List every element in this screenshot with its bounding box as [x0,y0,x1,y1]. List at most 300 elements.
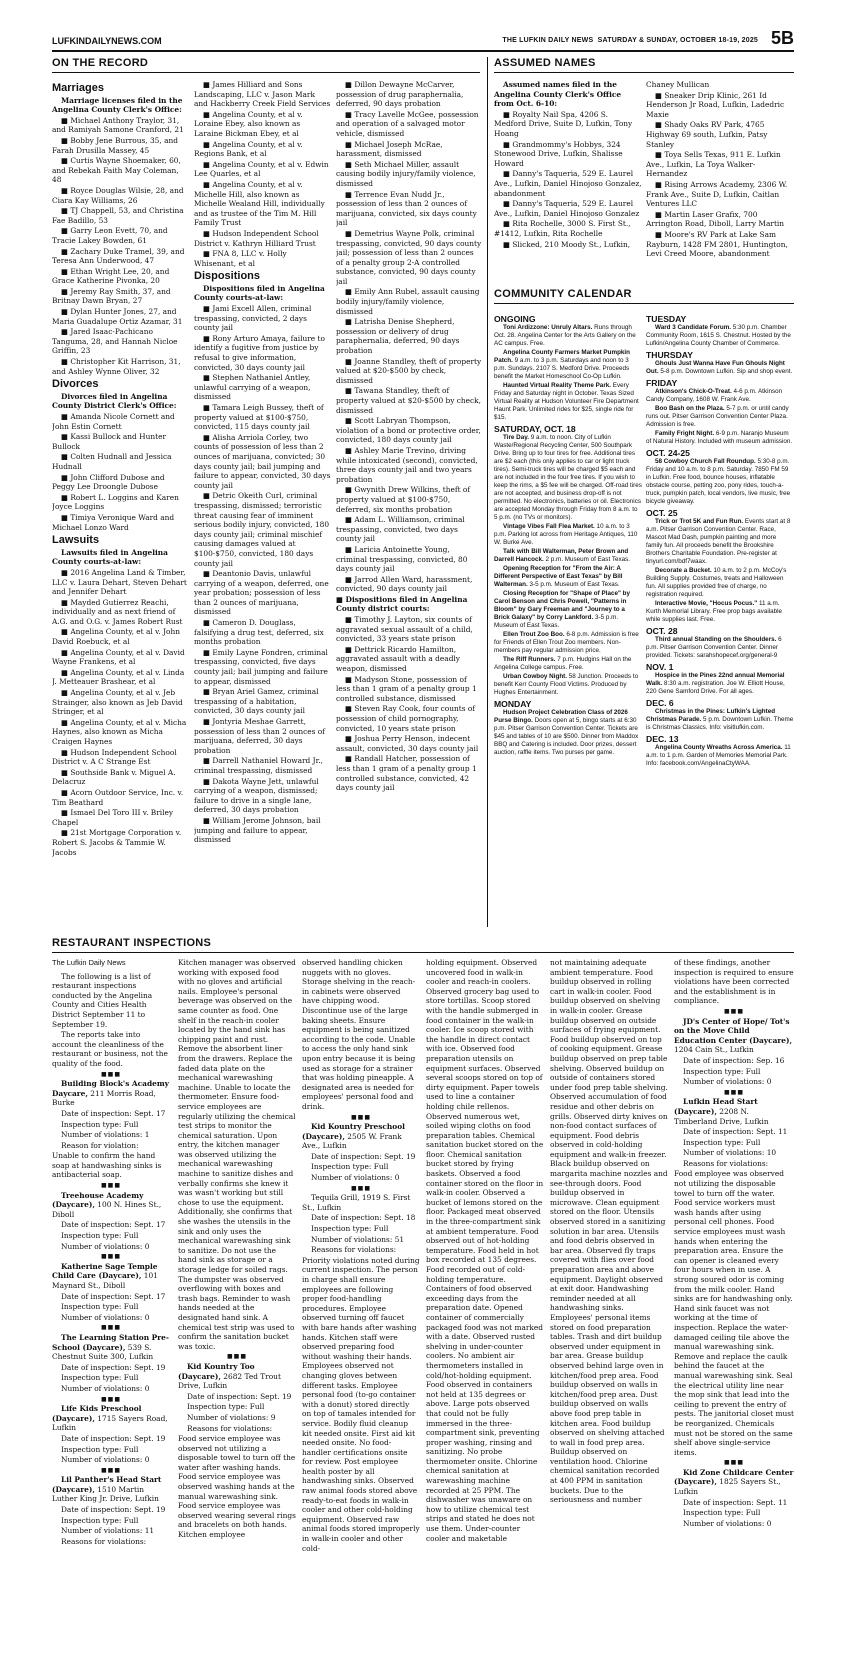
inspection-detail: Date of inspection: Sept. 19 [61,1505,166,1515]
inspection-detail: Date of inspection: Sept. 17 [61,1291,166,1301]
calendar-event-details: 8:30 a.m. registration. Joe W. Elliott House, 220 Gene Samford Drive. For all ages. [646,680,785,695]
disposition-entry: ■ Latrisha Denise Shepherd, possession or delivery of drug paraphernalia, deferred, 90 days probation [336,317,460,356]
establishment-address: 211 Morris Road, Burke [52,1088,156,1108]
disposition-entry: ■ William Jerome Johnson, bail jumping and failure to appear, dismissed [194,815,321,845]
inspection-detail: Number of violations: 11 [61,1526,155,1536]
divorce-entry: ■ Robert L. Loggins and Karen Joyce Loggins [52,492,179,512]
inspection-detail: Date of inspection: Sept. 17 [61,1108,166,1118]
calendar-day-heading: SATURDAY, OCT. 18 [494,424,576,434]
assumed-names-column-2 [646,80,794,280]
establishment-title: Lufkin Head Start (Daycare), [674,1097,758,1116]
calendar-event-title: Third annual Standing on the Shoulders. [655,636,777,643]
calendar-event-title: Family Fright Night. [655,430,715,437]
lawsuit-entry: ■ Angelina County, et al v. Jeb Strainger, also known as Jeb David Stringer, et al [52,688,183,717]
marriage-entry: ■ TJ Chappell, 53, and Christina Fae Badillo, 53 [52,206,184,225]
byline: The Lufkin Daily News [52,958,126,967]
disposition-entry: ■ Bryan Ariel Gamez, criminal trespassing of a habitation, convicted, 30 days county jail [194,687,319,716]
marriage-entry: ■ Royce Douglas Wilsie, 28, and Ciara Kay Williams, 26 [52,185,184,205]
inspection-detail: Number of violations: 0 [61,1241,150,1251]
establishment-title: JD's Center of Hope/ Tot's on the Move Child Education Center (Daycare), [674,1016,793,1045]
calendar-event-details: 6-9 p.m. Naranjo Museum of Natural History. Included with museum admission. [646,430,793,445]
inspection-detail: Inspection type: Full [683,1066,761,1076]
separator-dots: ■■■ [100,1395,121,1403]
assumed-name-entry: ■ Slicked, 210 Moody St., Lufkin, [503,239,631,249]
assumed-name-entry: ■ Danny's Taqueria, 529 E. Laurel Ave., Lufkin, Daniel Hinojoso Gonzalez, abandonment [494,169,642,198]
calendar-event-title: Ghouls Just Wanna Have Fun Ghouls Night Out. [646,360,785,375]
violation-notes: observed handling chicken nuggets with no gloves. Storage shelving in the reach-in cabinets were observed have chipping wood. Discontinue use of the large baking sheets. Ensure equipment is being sanitized according to the code. Unable to access the only hand sink upon entry because it is being used as storage for a strainer that was holding pineapple. A designated area is needed for employees' personal food and drink. [302,958,416,1111]
inspection-detail: Date of inspection: Sept. 17 [61,1220,166,1230]
calendar-event-title: Interactive Movie, "Hocus Pocus." [655,600,758,607]
calendar-event-title: Haunted Virtual Reality Theme Park. [503,382,612,389]
marriage-entry: ■ Curtis Wayne Shoemaker, 60, and Rebekah Faith May Coleman, 48 [52,156,181,185]
establishment-address: 1204 Cain St., Lufkin [674,1045,754,1055]
assumed-name-entry: ■ Grandmommy's Hobbys, 324 Stonewood Drive, Lufkin, Shalisse Howard [494,139,623,168]
marriage-entry: ■ Bobby Jene Burrous, 35, and Farah Drusilla Massey, 45 [52,135,178,155]
establishment-name [52,1191,170,1220]
inspection-detail: Date of inspection: Sept. 19 [61,1362,166,1372]
disposition-entry: ■ Gwynith Drew Wilkins, theft of property valued at $100-$750, deferred, six months probation [336,485,471,514]
inspection-detail: Inspection type: Full [61,1515,139,1525]
violation-notes: holding equipment. Observed uncovered food in walk-in cooler and reach-in coolers. Observed grocery bag used to store tortillas. Scoop stored with the handle submerged in food container in the walk-in cooler. Ice scoop stored with the handle in direct contact with ice. Observed food preparation utensils on equipment surfaces. Observed several scoops stored on top of dirty equipment. Paper towels used to line a container holding chile rellenos. Observed numerous wet, soiled wiping cloths on food preparation tables. Chemical sanitation bucket stored on the floor. Chemical sanitation bucket stored by frying baskets. Observed a food container stored on the floor in walk-in cooler. Observed a bucket of lemons stored on the floor. Packaged meat observed in the three-compartment sink at ambient temperature. Food observed out of hot-holding temperature. Food held in hot box recorded at 135 degrees. Food recorded out of cold-holding temperature. Containers of food observed exceeding days from the preparation date. Opened container of commercially packaged food was not marked with a date. Observed rusted shelving in under-counter coolers. No ambient air thermometers installed in cold/hot-holding equipment. Food observed in containers not held at 135 degrees or above. Large pots observed that could not be fully immersed in the three-compartment sink, preventing proper washing, rinsing and sanitizing. No probe thermometer onsite. Chlorine chemical sanitation at warewashing machine recorded at 25 PPM. The dishwasher was unaware on how to utilize chemical test strips and stated he does not use them. Under-counter cooler and maketable [426,958,544,1543]
separator-dots: ■■■ [350,1113,371,1121]
calendar-event-details: 5:30-8 p.m. Friday and 10 a.m. to 8 p.m. Saturday. 7850 FM 59 in Lufkin. Free food, bounce houses, inflatable obstacle course, petting zoo, pony rides, touch-a-truck, pumpkin patch, local vendors, live music, free bicycle giveaway. [646,458,791,505]
disposition-entry: ■ Alisha Arriola Corley, two counts of possession of less than 2 ounces of marijuana, convicted; 30 days county jail; bail jumping and failure to appear, convicted, 30 days county jail [194,432,331,490]
establishment-name [674,1097,794,1126]
disposition-entry: ■ Tracy Lavelle McGee, possession and operation of a salvaged motor vehicle, dismissed [336,109,479,138]
inspection-detail: Date of inspection: Sept. 18 [311,1213,416,1223]
calendar-day-heading: MONDAY [494,699,532,709]
establishment-address: 1715 Sayers Road, Lufkin [52,1413,168,1433]
disposition-entry: ■ Cameron D. Douglass, falsifying a drug test, deferred, six months probation [194,618,324,647]
lawsuit-entry: ■ Angelina County, et al v. Micha Haynes, also known as Micha Craigen Haynes [52,717,187,746]
inspection-detail: Number of violations: 0 [683,1077,772,1087]
calendar-event-title: Toni Ardizzone: Unruly Altars. [503,324,593,331]
assumed-name-entry: ■ Martin Laser Grafix, 700 Arrington Road, Diboll, Larry Martin [646,209,785,229]
disposition-entry: ■ Dakota Wayne Jett, unlawful carrying of a weapon, dismissed; failure to drive in a single lane, deferred, 30 days probation [194,776,319,815]
establishment-title: Life Kids Preschool (Daycare), [52,1404,142,1423]
establishment-address: 1510 Martin Luther King Jr. Drive, Lufkin [52,1484,159,1504]
disposition-entry: ■ Joanne Standley, theft of property valued at $20-$500 by check, dismissed [336,356,482,385]
disposition-entry: ■ Steven Ray Cook, four counts of possession of child pornography, convicted, 10 years state prison [336,704,476,733]
calendar-event-details: 7 p.m. Hudgins Hall on the Angelina College campus. Free. [494,656,632,671]
disposition-entry: ■ Darrell Nathaniel Howard Jr., criminal trespassing, dismissed [194,756,324,775]
establishment-name [52,1079,170,1108]
calendar-event-title: Christmas in the Pines: Lufkin's Lighted Christmas Parade. [646,708,776,723]
divorce-entry: ■ Kassi Bullock and Hunter Bullock [52,432,166,451]
marriage-entry: ■ Christopher Kit Harrison, 31, and Ashley Wynne Oliver, 32 [52,357,181,376]
inspection-detail: Reasons for violations: [187,1423,273,1433]
calendar-day-heading: NOV. 1 [646,662,674,672]
establishment-address: 2208 N. Timberland Drive, Lufkin [674,1106,769,1126]
assumed-names-heading: ASSUMED NAMES [494,57,794,73]
assumed-name-entry: ■ Rita Rochelle, 3000 S. First St., #1412, Lufkin, Rita Rochelle [494,219,631,238]
calendar-event [494,631,642,655]
on-the-record-heading: ON THE RECORD [52,57,480,73]
disposition-entry: ■ Stephen Nathaniel Antley, unlawful carrying of a weapon, dismissed [194,373,311,402]
calendar-event [646,458,794,506]
calendar-event [646,744,794,768]
violation-notes: of these findings, another inspection is required to ensure violations have been corrected and the establishment is in compliance. [674,958,794,1006]
marriage-entry: ■ Ethan Wright Lee, 20, and Grace Katherine Pivonka, 20 [52,266,170,286]
issue-date: SATURDAY & SUNDAY, OCTOBER 18-19, 2025 [597,37,758,44]
establishment-name [52,1404,170,1433]
separator-dots: ■■■ [100,1253,121,1261]
calendar-event-details: 5-8 p.m. Downtown Lufkin. Sip and shop event. [658,368,793,375]
violation-notes: Kitchen manager was observed working with exposed food with no gloves and artificial nails. Employee's personal beverage was observed on the same counter as food. One shelf in the reach-in cooler located by the hand sink has chipping paint and rust. Remove the absorbent liner from the drawers. Replace the faded data plate on the mechanical warewashing machine. Unable to locate the thermometer. Ensure food-service employees are regularly utilizing the chemical test strips to monitor the chemical saturation. Upon entry, the kitchen manager was observed utilizing the mechanical warewashing machine to sanitize dishes and verbally confirms she knew it was wasn't working but still chose to use the equipment. Additionally, she confirms that she washes the utensils in the sink and only uses the mechanical warewashing sink to sanitize. Do not use the hand sink as storage or a storage ledge for soiled rags. The dumpster was observed overflowing with boxes and trash bags. Reminder to wash hands needed at the designated hand sink. A chemical test strip was used to confirm the sanitation bucket was toxic. [178,958,296,1351]
inspection-detail: Reasons for violations: [311,1245,397,1255]
marriage-entry: ■ Zachary Duke Tramel, 39, and Teresa Ann Underwood, 47 [52,246,185,266]
establishment-address: 2682 Ted Trout Drive, Lufkin [178,1371,281,1391]
calendar-event [646,636,794,660]
disposition-entry: ■ Madyson Stone, possession of less than 1 gram of a penalty group 1 controlled substance, dismissed [336,674,477,703]
disposition-entry: ■ Dillon Dewayne McCarver, possession of drug paraphernalia, deferred, 90 days probation [336,80,464,109]
calendar-day-heading: ONGOING [494,314,536,324]
lawsuit-entry: ■ Angelina County, et al v. David Wayne Frankens, et al [52,647,185,667]
inspection-detail: Number of violations: 0 [61,1383,150,1393]
disposition-entry: ■ Tamara Leigh Bussey, theft of property valued at $100-$750, convicted, 115 days county jail [194,403,324,432]
calendar-event-title: Ward 3 Candidate Forum. [655,324,732,331]
calendar-event-title: The Riff Runners. [503,656,556,663]
calendar-column-2 [646,312,794,928]
disposition-entry: ■ Rony Arturo Amaya, failure to identify a fugitive from justice by refusal to give information, convicted, 30 days county jail [194,333,325,372]
page-number: 5B [770,28,794,48]
marriages-intro: Marriage licenses filed in the Angelina County Clerk's Office: [52,95,183,115]
inspection-detail: Date of inspection: Sept. 19 [187,1391,292,1401]
marriage-entry: ■ Jeremy Ray Smith, 37, and Britnay Dawn Bryan, 27 [52,286,171,306]
calendar-event [494,565,642,589]
inspection-detail: Reasons for violations: [61,1536,147,1546]
assumed-name-entry: ■ Danny's Taqueria, 529 E. Laurel Ave., Lufkin, Daniel Hinojoso Gonzalez [494,199,640,218]
lawsuit-entry: ■ James Hilliard and Sons Landscaping, LLC v. Jason Mark and Hackberry Creek Field Services [194,80,331,109]
violation-notes: Food service employee was observed not utilizing a disposable towel to turn off the water after washing hands. Food service employee was observed washing hands at the manual warewashing sink. Food service employee was observed wearing several rings and bracelets on both hands. Kitchen employee [178,1434,296,1540]
inspection-detail: Inspection type: Full [61,1119,139,1129]
establishment-name [674,1468,794,1497]
restaurant-inspections-heading: RESTAURANT INSPECTIONS [52,937,794,953]
calendar-event [494,548,642,564]
calendar-event-details: 6 p.m. Pitser Garrison Convention Center. Dinner provided. Tickets: sarahshopecef.org/general-9 [646,636,782,659]
inspection-detail: Number of violations: 0 [311,1173,400,1183]
calendar-event-title: Talk with Bill Walterman, Peter Brown and Darrell Hancock. [494,548,629,563]
calendar-event-details: 11 a.m. to 1 p.m. Garden of Memories Memorial Park. Info: facebook.com/AngelinaCtyWAA. [646,744,791,767]
inspection-paragraph: The following is a list of restaurant inspections conducted by the Angelina County and Cities Health District September 11 to September 19. [52,971,153,1029]
calendar-day-heading: OCT. 24-25 [646,448,690,458]
disposition-entry: ■ Emily Ann Rubel, assault causing bodily injury/family violence, dismissed [336,287,480,316]
disposition-entry: ■ Seth Michael Miller, assault causing bodily injury/family violence, dismissed [336,159,476,188]
calendar-event-details: 3-5 p.m. Museum of East Texas. [494,614,619,629]
calendar-event-title: Angelina County Wreaths Across America. [655,744,783,751]
disposition-entry: ■ Detric Okeith Curl, criminal trespassing, dismissed; terroristic threat causing fear of imminent serious bodily injury, convicted, 180 days county jail; criminal mischief causing damages valued at $100-$750, convicted, 180 days county jail [194,491,330,568]
calendar-event-details: 9 a.m. to noon. City of Lufkin Waste/Regional Recycling Center, 500 Southpark Drive. Bring up to four tires for free. Additional tires are $2 each (this only applies to car or light truck tires). Semi-truck tires will be charged $5 each and are not included in the four free tires. If you wish to keep the rims, a $5 fee will be charged. Off-road tires are not accepted, and business drop-off is not permitted. No electronics, batteries or oil. Electronics are accepted Monday through Friday from 8 a.m. to 5 p.m. (no TVs or monitors). [494,434,642,521]
disposition-entry: ■ Michael Joseph McRae, harassment, dismissed [336,139,443,159]
disposition-entry: ■ Demetrius Wayne Polk, criminal trespassing, convicted, 90 days county jail; possession of less than 2 ounces of a penalty group 2-A controlled substance, convicted, 90 days county jail [336,228,482,286]
establishment-address: 101 Maynard St., Diboll [52,1271,158,1290]
calendar-event-details: 9 a.m. to 3 p.m. Saturdays and noon to 3 p.m. Sundays. 2107 S. Medford Drive. Proceeds benefit the Market Homeschool Co-Op Lufkin. [494,357,630,380]
calendar-column-1 [494,312,642,928]
divorce-entry: ■ Colten Hudnall and Jessica Hudnall [52,452,172,471]
inspections-column-3 [302,958,420,1652]
calendar-event-title: Angelina County Farmers Market Pumpkin Patch. [494,349,631,364]
calendar-day-heading: DEC. 6 [646,698,674,708]
disposition-entry: ■ Emily Layne Fondren, criminal trespassing, convicted, five days county jail; bail jumping and failure to appear, dismissed [194,647,328,686]
inspection-detail: Inspection type: Full [61,1302,139,1312]
lawsuit-entry: ■ Angelina County, et al v. Regions Bank, et al [194,139,303,159]
assumed-name-entry: Chaney Mullican [646,80,710,89]
separator-dots: ■■■ [100,1070,121,1078]
calendar-event [646,567,794,599]
separator-dots: ■■■ [100,1182,121,1190]
divorces-intro: Divorces filed in Angelina County District Clerk's Office: [52,391,177,411]
disposition-entry: ■ Scott Labryan Thompson, violation of a bond or protective order, convicted, 180 days county jail [336,416,481,445]
assumed-names-intro: Assumed names filed in the Angelina County Clerk's Office from Oct. 6-10: [494,80,622,109]
calendar-event [646,600,794,624]
calendar-event [494,709,642,757]
lawsuit-entry: ■ Angelina County, et al v. John David Roebuck, et al [52,627,181,647]
community-calendar-heading: COMMUNITY CALENDAR [494,288,794,304]
establishment-name [52,1262,170,1291]
inspection-detail: Inspection type: Full [61,1444,139,1454]
calendar-event [646,360,794,376]
calendar-event [646,672,794,696]
calendar-event [646,324,794,348]
calendar-event [494,349,642,381]
inspection-detail: Date of inspection: Sept. 19 [61,1433,166,1443]
lawsuit-entry: ■ Angelina County, et al v. Michelle Hill, also known as Michelle Wealand Hill, individually and as trustee of the Tim M. Hill Family Trust [194,179,325,228]
establishment-name [52,1475,170,1504]
marriage-entry: ■ Jared Isaac-Pachicano Tanguma, 28, and Hannah Nicloe Griffin, 23 [52,327,178,356]
dispositions-heading: Dispositions [194,270,261,283]
calendar-event-details: Doors open at 5, bingo starts at 6:30 p.m. Pitser Garrison Convention Center. Tickets are $45 and tables of 10 are $500. Dinner from Maddox BBQ and Catering is included. Door prizes, dessert auction, raffle items. Two purses per game. [494,717,639,756]
calendar-event-title: Vintage Vibes Fall Flea Market. [503,523,595,530]
disposition-entry: ■ Ashley Marie Trevino, driving while intoxicated (second), convicted, three days county jail and two years probation [336,445,478,484]
lawsuit-entry: ■ Angelina County, et al v. Loraine Ebey, also known as Laraine Bickman Ebey, et al [194,109,303,138]
calendar-event-details: Every Friday and Saturday night in October. Texas Sized Virtual Reality at Hudson Volunteer Fire Department Haunt Park. Unlimited rides for $25, single ride for $15. [494,382,639,421]
calendar-event-details: 4-6 p.m. Atkinson Candy Company, 1608 W. Frank Ave. [646,388,783,403]
disposition-entry: ■ Jami Excell Allen, criminal trespassing, convicted, 2 days county jail [194,304,312,333]
calendar-event-details: 58 Junction. Proceeds to benefit Kerr County Flood Victims. Produced by Hughes Entertainment. [494,673,639,696]
divorces-heading: Divorces [52,378,99,391]
establishment-address: 539 S. Chestnut Suite 300, Lufkin [52,1342,154,1362]
calendar-event-title: Tire Day. [503,434,530,441]
lawsuit-entry: ■ Southside Bank v. Miguel A. Delacruz [52,767,176,787]
inspections-column-6 [674,958,794,1652]
calendar-event-details: 11 a.m. Kurth Memorial Library. Free prop bags available while supplies last. Free. [646,600,783,623]
calendar-day-heading: TUESDAY [646,314,687,324]
assumed-name-entry: ■ Sneaker Drip Klinic, 261 Id Henderson Jr Road, Lufkin, Ladedric Maxie [646,90,785,119]
lawsuits-heading: Lawsuits [52,534,100,547]
assumed-name-entry: ■ Toya Sells Texas, 911 E. Lufkin Ave., Lufkin, La Toya Walker-Hernandez [646,150,781,179]
lawsuit-entry: ■ Angelina County, et al v. Edwin Lee Quarles, et al [194,159,329,179]
disposition-entry: ■ Timothy J. Layton, six counts of aggravated sexual assault of a child, convicted, 33 years state prison [336,615,473,644]
inspection-detail: Inspection type: Full [683,1137,761,1147]
separator-dots: ■■■ [100,1324,121,1332]
inspection-detail: Inspection type: Full [683,1508,761,1518]
calendar-event-title: Ellen Trout Zoo Boo. [503,631,565,638]
disposition-entry: ■ Jontyria Meshae Garrett, possession of less than 2 ounces of marijuana, deferred, 30 days probation [194,717,325,755]
inspection-detail: Date of inspection: Sept. 19 [311,1151,416,1161]
disposition-entry: ■ Randall Hatcher, possession of less than 1 gram of a penalty group 1 controlled substance, convicted, 42 days county jail [336,754,477,793]
establishment-name [178,1362,296,1391]
inspection-detail: Inspection type: Full [311,1162,389,1172]
disposition-entry: ■ Joshua Perry Henson, indecent assault, convicted, 30 days county jail [336,734,479,753]
inspection-detail: Date of inspection: Sept. 11 [683,1127,788,1137]
calendar-event-details: 5 p.m. Downtown Lufkin. Theme is Christmas Classics. Info: visitlufkin.com. [646,716,794,731]
calendar-event [494,324,642,348]
inspection-paragraph: The reports take into account the cleanliness of the restaurant or business, not the quality of the food. [52,1030,168,1068]
lawsuit-entry: ■ 2016 Angelina Land & Timber, LLC v. Laura Dehart, Steven Dehart and Jennifer Dehart [52,567,187,597]
inspection-detail: Number of violations: 0 [61,1455,150,1465]
violation-notes: Food employee was observed not utilizing the disposable towel to turn off the water. Food service workers must wash hands after using personal cell phones. Food service employees must wash hands when entering the preparation area. Ensure the can opener is cleaned every four hours when in use. A strong soured odor is coming from the milk cooler. Hand sinks are for handwashing only. Hand sink faucet was not working at the time of inspection. Replace the water-damaged ceiling tile above the manual warewashing sink. Remove and replace the caulk behind the faucet at the manual warewashing sink. Seal the electrical utility line near the mop sink that lead into the ceiling to prevent the entry of pests. The janitorial closet must be reorganized. Chemicals must not be stored on the same shelf above single-service items. [674,1169,794,1457]
inspections-column-1 [52,958,170,1652]
calendar-event-title: Urban Cowboy Night. [503,673,568,680]
record-column-1 [52,80,189,928]
establishment-title: Kid Zone Childcare Center (Daycare), [674,1467,794,1487]
inspection-detail: Inspection type: Full [311,1224,389,1234]
lawsuit-entry: ■ 21st Mortgage Corporation v. Robert S. Jacobs & Tammie W. Jacobs [52,828,182,857]
assumed-name-entry: ■ Rising Arrows Academy, 2306 W. Frank Ave., Suite D, Lufkin, Caitlan Ventures LLC [646,179,788,209]
separator-dots: ■■■ [100,1466,121,1474]
establishment-title: Building Block's Academy Daycare, [52,1079,169,1098]
inspections-column-5 [550,958,668,1652]
calendar-event-title: Atkinson's Chick-O-Treat. [655,388,732,395]
calendar-event-details: 3-5 p.m. Museum of East Texas. [527,581,620,588]
inspections-column-4 [426,958,544,1652]
violation-notes: Unable to confirm the hand soap at handwashing sinks is antibacterial soap. [52,1151,162,1180]
inspection-detail: Number of violations: 1 [61,1130,150,1140]
inspection-detail: Inspection type: Full [61,1373,139,1383]
disposition-entry: ■ Adam L. Williamson, criminal trespassing, convicted, two days county jail [336,515,465,544]
lawsuit-entry: ■ Angelina County, et al v. Linda J. Metteauer Brashear, et al [52,667,185,687]
disposition-entry: ■ Tawana Standley, theft of property valued at $20-$500 by check, dismissed [336,386,481,415]
calendar-event [646,388,794,404]
establishment-name [302,1122,420,1151]
calendar-event [646,708,794,732]
assumed-name-entry: ■ Shady Oaks RV Park, 4765 Highway 69 south, Lufkin, Patsy Stanley [646,120,768,149]
separator-dots: ■■■ [723,1088,744,1096]
lawsuit-entry: ■ Mayded Gutierrez Reachi, individually and as next friend of A.G. and O.G. v. James Robert Rust [52,597,183,626]
establishment-title: Lil Panther's Head Start (Daycare), [52,1475,162,1494]
establishment-title: Kid Kountry Preschool (Daycare), [302,1122,405,1141]
separator-dots: ■■■ [723,1007,744,1015]
record-column-2 [194,80,331,928]
inspection-detail: Date of inspection: Sep. 16 [683,1055,785,1065]
violation-notes: Priority violations noted during current inspection. The person in charge shall ensure employees are following proper food-handling procedures. Employee observed turning off faucet with bare hands after washing hands. Kitchen staff were observed preparing food without washing their hands. Employees observed not changing gloves between different tasks. Employee personal food (to-go container with a donut) stored directly on top of tamales intended for service. Bodily fluid cleanup kit needed onsite. First aid kit needed onsite. No food-handler certifications onsite for review. Post employee health poster by all handwashing sinks. Observed raw animal foods stored above ready-to-eat foods in walk-in cooler and other cold-holding equipment. Observed raw animal foods stored improperly in walk-in cooler and other cold- [302,1255,420,1553]
record-column-3 [336,80,482,928]
calendar-event-title: Trick or Trot 5K and Fun Run. [655,518,744,525]
calendar-day-heading: DEC. 13 [646,734,679,744]
establishment-title: Katherine Sage Temple Child Care (Daycare), [52,1261,158,1281]
disposition-entry: ■ Jarrod Allen Ward, harassment, convicted, 90 days county jail [336,574,473,594]
calendar-event-details: 2 p.m. Museum of East Texas. [543,556,631,563]
establishment-title: Kid Kountry Too (Daycare), [178,1361,255,1381]
marriage-entry: ■ Dylan Hunter Jones, 27, and Maria Guadalupe Ortiz Azamar, 31 [52,307,183,326]
calendar-day-heading: OCT. 25 [646,508,678,518]
marriages-heading: Marriages [52,82,104,94]
calendar-event-details: 10 a.m. to 3 p.m. Parking lot across from Heritage Antiques, 110 W. Burke Ave. [494,523,638,546]
inspection-detail: Number of violations: 10 [683,1148,777,1158]
inspection-detail: Number of violations: 9 [187,1412,276,1422]
calendar-event-title: 58 Cowboy Church Fall Roundup. [655,458,756,465]
calendar-day-heading: OCT. 28 [646,626,678,636]
lawsuit-entry: ■ FNA 8, LLC v. Holly Whisenant, et al [194,249,287,268]
calendar-event-title: Hospice in the Pines 22nd annual Memorial Walk. [646,672,785,687]
divorce-entry: ■ John Clifford Dubose and Peggy Lee Droongle Dubose [52,472,165,492]
calendar-event-title: Opening Reception for "From the Air: A Different Perspective of East Texas" by Bill Walterman. [494,565,623,588]
assumed-name-entry: ■ Moore's RV Park at Lake Sam Rayburn, 1428 FM 2801, Huntington, Levi Creed Moore, abandonment [646,229,788,259]
calendar-day-heading: THURSDAY [646,350,693,360]
calendar-event-details: Runs through Oct. 28. Angelina Center for the Arts Gallery on the AC campus. Free. [494,324,636,347]
dispositions-intro: Dispositions filed in Angelina County courts-at-law: [194,283,325,303]
disposition-entry: ■ Laricia Antoinette Young, criminal trespassing, convicted, 80 days county jail [336,544,468,574]
lawsuit-entry: ■ Hudson Independent School District v. A C Strange Est [52,747,177,767]
inspection-detail: Inspection type: Full [61,1231,139,1241]
inspection-detail: Inspection type: Full [187,1402,265,1412]
establishment-name [674,1017,794,1055]
lawsuit-entry: ■ Hudson Independent School District v. Kathryn Hilliard Trust [194,228,319,248]
disposition-entry: ■ Deantonio Davis, unlawful carrying of a weapon, deferred, one year probation; possession of less than 2 ounces of marijuana, dismissed [194,569,329,617]
inspection-detail: Reasons for violations: [683,1158,769,1168]
calendar-event-details: 6-8 p.m. Admission is free for Friends of Ellen Trout Zoo members. Non-members pay regular admission price. [494,631,639,654]
lawsuit-entry: ■ Ismael Del Toro III v. Briley Chapel [52,808,174,827]
calendar-event-title: Boo Bash on the Plaza. [655,405,725,412]
establishment-address: 2505 W. Frank Ave., Lufkin [302,1131,402,1151]
site-url[interactable]: LUFKINDAILYNEWS.COM [52,36,162,46]
assumed-names-column-1 [494,80,642,280]
establishment-title: The Learning Station Pre-School (Daycare), [52,1332,169,1352]
calendar-event [494,673,642,697]
calendar-event-details: 5-7 p.m. or until candy runs out. Pitser Garrison Convention Center Plaza. Admission is free. [646,405,789,428]
establishment-address: 1825 Sayers St., Lufkin [674,1477,781,1497]
separator-dots: ■■■ [723,1459,744,1467]
inspection-detail: Reason for violation: [61,1140,139,1150]
calendar-event-details: Events start at 8 a.m. Pitser Garrison Convention Center. Race, Mascot Mad Dash, pumpkin painting and more family fun. All proceeds benefit the Brookshire Brothers Charitable Foundation. Pre-register at tinyurl.com/bdf7waax. [646,518,791,565]
inspection-detail: Number of violations: 0 [683,1518,772,1528]
divorce-entry: ■ Timiya Veronique Ward and Michael Lonzo Ward [52,512,175,532]
calendar-event [646,430,794,446]
marriage-entry: ■ Michael Anthony Traylor, 31, and Ramiyah Samone Cranford, 21 [52,115,184,135]
calendar-event-details: 5:30 p.m. Chamber Community Room, 1615 S. Chestnut. Hosted by the Lufkin/Angelina County Chamber of Commerce. [646,324,791,347]
separator-dots: ■■■ [226,1353,247,1361]
lawsuit-entry: ■ Acorn Outdoor Service, Inc. v. Tim Beathard [52,787,184,807]
inspection-detail: Number of violations: 0 [61,1312,150,1322]
marriage-entry: ■ Garry Leon Evett, 70, and Tracie Lakey Bowden, 61 [52,226,168,245]
calendar-event-title: Closing Reception for "Shape of Place" by Carol Benson and Chris Powell, "Patterns in Bloom" by Gary Freeman and "Journey to a Brick Galaxy" by Corry Lankford. [494,590,631,621]
violation-notes: not maintaining adequate ambient temperature. Food buildup observed in rolling cart in walk-in cooler. Food buildup observed on shelving in walk-in cooler. Grease buildup observed on outside surfaces of frying equipment. Food buildup observed on top of cooking equipment. Grease buildup observed on prep table shelving. Observed buildup on outside of containers stored under food prep table shelving. Observed accumulation of food residue and other debris on grills. Observed dirty knives on non-food contact surfaces of equipment. Food debris observed in cold-holding equipment and walk-in freezer. Black buildup observed on margarita machine nozzles and see-through doors. Food buildup observed in microwave. Clean equipment stored on the floor. Utensils observed stored in a sanitizing solution in bar area. Utensils and food debris observed in bar area. Observed fly traps covered with flies over food preparation area and above equipment. Daylight observed at exit door. Handwashing reminder needed at all handwashing sinks. Employees' personal items stored on food preparation tables. Trash and dirt buildup observed under equipment in bar area. Grease buildup observed behind large oven in kitchen/food prep area. Food buildup observed on walls in kitchen/food prep area. Dust buildup observed on walls above food prep table in kitchen area. Food buildup observed on shelving attached to wall in food prep area. Buildup observed on ventilation hood. Chlorine chemical sanitation recorded at 400 PPM in sanitation buckets. Due to the seriousness and number [550,958,668,1505]
separator-dots: ■■■ [350,1184,371,1192]
establishment-address: 100 N. Hines St., Diboll [52,1200,162,1219]
calendar-event-title: Decorate a Bucket. [655,567,712,574]
calendar-event [646,405,794,429]
establishment-title: Treehouse Academy (Daycare), [52,1190,144,1210]
calendar-event [494,434,642,522]
paper-name: THE LUFKIN DAILY NEWS [502,37,594,44]
calendar-day-heading: FRIDAY [646,378,678,388]
inspection-detail: Number of violations: 51 [311,1234,405,1244]
inspections-column-2 [178,958,296,1652]
calendar-event [494,590,642,630]
column-divider [487,57,488,927]
disposition-entry: ■ Dettrick Ricardo Hamilton, aggravated assault with a deadly weapon, dismissed [336,644,460,674]
calendar-event-details: 10 a.m. to 2 p.m. McCoy's Building Supply. Costumes, treats and Halloween fun. All supplies provided free of charge, no registration required. [646,567,787,598]
calendar-event [646,518,794,566]
assumed-name-entry: ■ Royalty Nail Spa, 4206 S. Medford Drive, Suite D, Lufkin, Tony Hoang [494,109,633,138]
district-dispositions-intro: ■ Dispositions filed in Angelina County district courts: [336,594,468,614]
calendar-event [494,382,642,422]
calendar-event-title: Hudson Project Celebration Class of 2026 Purse Bingo. [494,709,628,724]
calendar-event [494,656,642,672]
dateline [502,37,758,44]
masthead [52,30,794,52]
establishment-name [52,1333,170,1362]
